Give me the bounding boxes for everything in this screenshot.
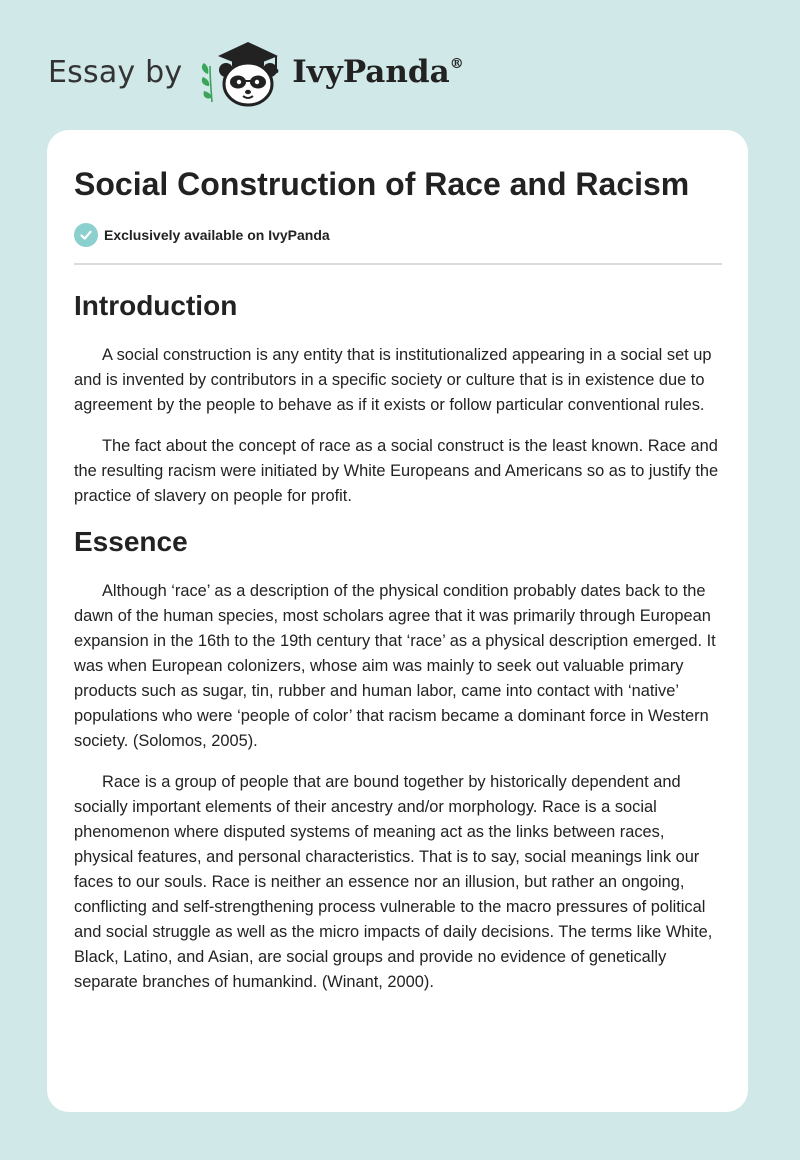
- checkmark-icon: [79, 228, 93, 242]
- paragraph: A social construction is any entity that is institutionalized appearing in a social set up and is invented by contributors in a specific society or culture that is in existence due to agreement by the people to behave as if it exists or follow particular conventional rules.: [74, 346, 712, 414]
- brand-name[interactable]: [292, 54, 463, 90]
- registered-mark: ®: [449, 56, 464, 72]
- site-header: [48, 36, 464, 108]
- title-divider: [74, 263, 722, 265]
- essay-card: [47, 130, 748, 1112]
- section-essence: [74, 525, 722, 995]
- paragraph: Although ‘race’ as a description of the physical condition probably dates back to the dawn of the human species, most scholars agree that it was primarily through European expansion in the 16th to the 19th century that ‘race’ as a physical description emerged. It was when European colonizers, whose aim was mainly to seek out valuable primary products such as sugar, tin, rubber and human labor, came into contact with ‘native’ populations who were ‘people of color’ that racism became a dominant force in Western society. (Solomos, 2005).: [74, 582, 716, 750]
- exclusive-badge: [74, 222, 722, 248]
- section-heading: Essence: [74, 526, 188, 557]
- paragraph: Race is a group of people that are bound together by historically dependent and socially important elements of their ancestry and/or morphology. Race is a social phenomenon where disputed systems of meaning act as the links between races, physical features, and personal characteristics. That is to say, social meanings link our faces to our souls. Race is neither an essence nor an illusion, but rather an ongoing, conflicting and self-strengthening process vulnerable to the macro pressures of political and social struggle as well as the micro impacts of daily decisions. The terms like White, Black, Latino, and Asian, are social groups and provide no evidence of genetically separate branches of humankind. (Winant, 2000).: [74, 773, 713, 991]
- brand-text: IvyPanda: [292, 54, 450, 90]
- section-heading: Introduction: [74, 290, 238, 321]
- check-circle-icon: [74, 223, 98, 247]
- section-introduction: [74, 289, 722, 509]
- essay-by-label: Essay by: [48, 54, 183, 90]
- paragraph: The fact about the concept of race as a social construct is the least known. Race and the resulting racism were initiated by White Europeans and Americans so as to justify the practice of slavery on people for profit.: [74, 437, 719, 505]
- ivypanda-logo-icon[interactable]: [196, 36, 288, 108]
- page-title: Social Construction of Race and Racism: [74, 166, 690, 202]
- badge-text: Exclusively available on IvyPanda: [104, 227, 330, 243]
